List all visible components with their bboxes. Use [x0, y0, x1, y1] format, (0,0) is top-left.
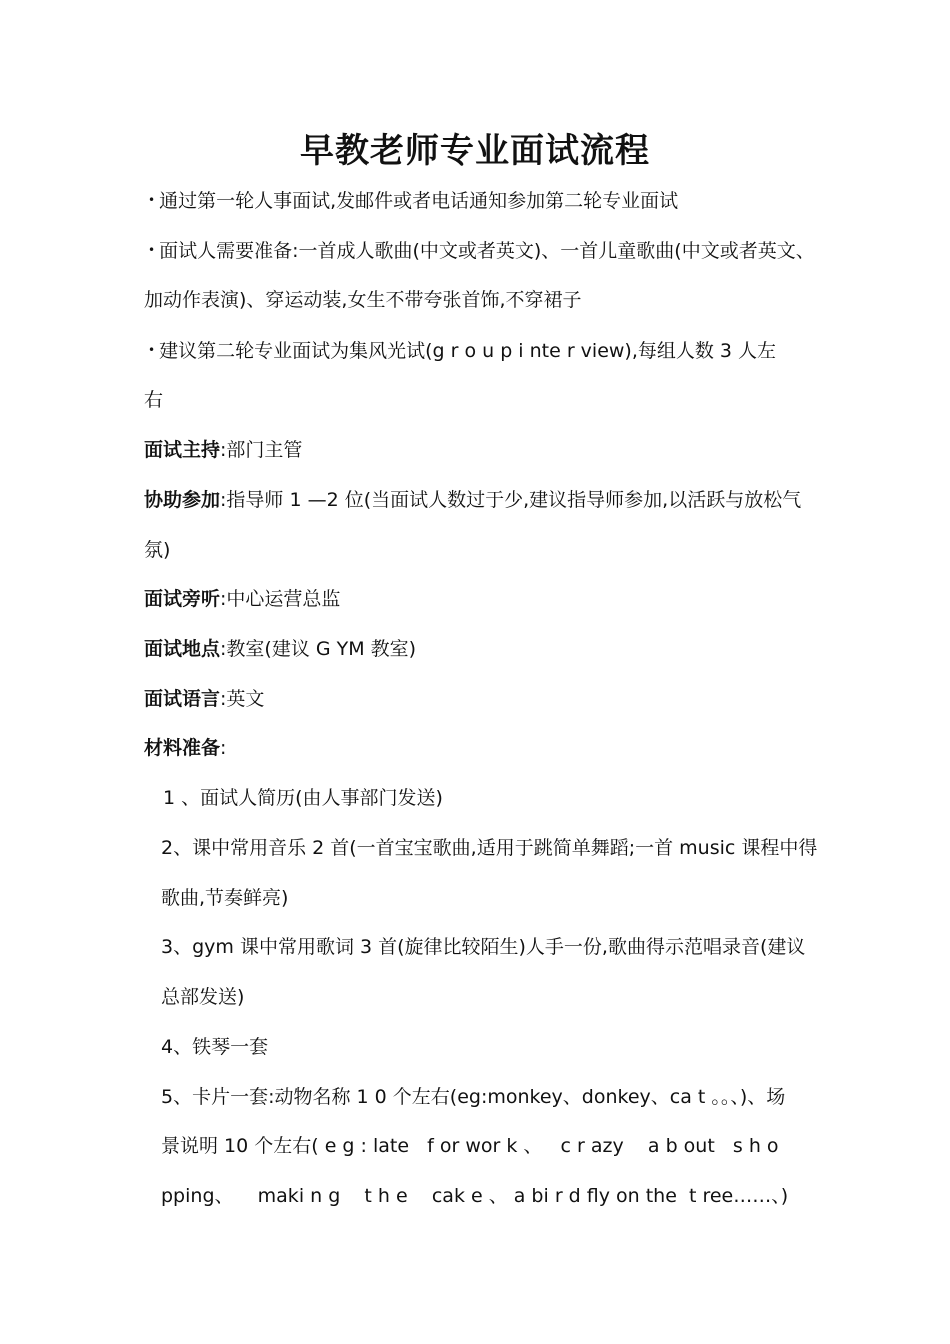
material-item-2: 2、课中常用音乐 2 首(一首宝宝歌曲,适用于跳简单舞蹈;一首 music 课程中得 [161, 837, 818, 859]
observer-value: :中心运营总监 [220, 588, 341, 610]
assist-row [144, 486, 801, 514]
language-row [144, 685, 264, 713]
bullet-item-3: • 建议第二轮专业面试为集风光试(g r o u p i nte r view),每组人数 3 人左 [148, 340, 777, 362]
materials-row: 材料准备: [144, 737, 227, 759]
material-item-5: 5、卡片一套:动物名称 1 0 个左右(eg:monkey、donkey、ca t 。。、)、场 [161, 1086, 786, 1108]
assist-label: 协助参加 [144, 489, 221, 511]
material-item-2-cont: 歌曲,节奏鲜亮) [161, 887, 289, 909]
bullet-icon: • [148, 343, 156, 357]
document-title: 早教老师专业面试流程 [300, 131, 650, 171]
bullet-item-1: • 通过第一轮人事面试,发邮件或者电话通知参加第二轮专业面试 [148, 190, 679, 212]
material-item-3: 3、gym 课中常用歌词 3 首(旋律比较陌生)人手一份,歌曲得示范唱录音(建议 [161, 936, 806, 958]
material-item-5-cont-2: pping、 maki n g t h e cak e 、 a bi r d fly on the t ree……、) [161, 1185, 789, 1207]
location-label: 面试地点 [144, 638, 221, 660]
location-row [144, 635, 416, 663]
language-label: 面试语言 [144, 688, 221, 710]
bullet-icon: • [148, 193, 156, 207]
materials-label: 材料准备 [144, 737, 221, 759]
bullet-item-2-cont: 加动作表演)、穿运动装,女生不带夸张首饰,不穿裙子 [144, 289, 582, 311]
material-item-4: 4、铁琴一套 [161, 1036, 269, 1058]
observer-row [144, 585, 340, 613]
bullet-item-3-cont: 右 [144, 389, 164, 411]
material-item-3-cont: 总部发送) [161, 986, 245, 1008]
location-value: :教室(建议 G YM 教室) [220, 638, 417, 660]
observer-label: 面试旁听 [144, 588, 221, 610]
host-value: :部门主管 [220, 439, 303, 461]
language-value: :英文 [220, 688, 265, 710]
assist-row-cont: 氛) [144, 539, 171, 561]
host-label: 面试主持 [144, 439, 221, 461]
assist-value: :指导师 1 —2 位(当面试人数过于少,建议指导师参加,以活跃与放松气 [220, 489, 802, 511]
bullet-item-2: • 面试人需要准备:一首成人歌曲(中文或者英文)、一首儿童歌曲(中文或者英文、 [148, 240, 815, 262]
material-item-5-cont: 景说明 10 个左右( e g : late f or wor k 、 c r azy a b out s h o [161, 1135, 779, 1157]
material-item-1: 1 、面试人简历(由人事部门发送) [163, 787, 443, 809]
host-row [144, 436, 302, 464]
bullet-icon: • [148, 243, 156, 257]
